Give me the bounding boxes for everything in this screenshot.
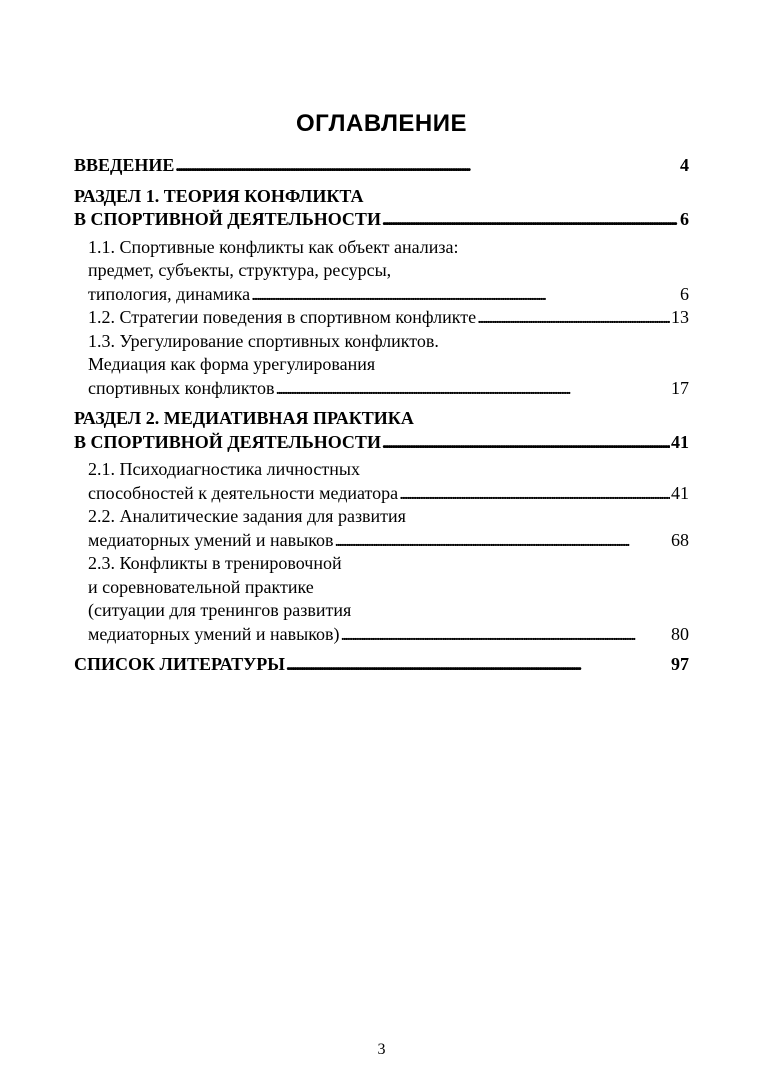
toc-entry-final-line [74, 154, 689, 178]
toc-page-number: 68 [671, 529, 689, 550]
toc-section-entry[interactable] [74, 185, 689, 232]
toc-entry-title: способностей к деятельности медиатора [88, 482, 399, 503]
dot-leader [399, 482, 670, 506]
toc-entry-line: 1.1. Спортивные конфликты как объект анализа: [88, 236, 459, 257]
toc-entry-title: медиаторных умений и навыков [88, 529, 334, 550]
toc-entry-final-line [88, 623, 689, 647]
toc-entry-final-line [88, 529, 689, 553]
toc-page-number: 13 [671, 307, 689, 327]
toc-subsection-entry[interactable] [74, 552, 689, 646]
toc-page-number: 80 [671, 623, 689, 644]
dot-leader [477, 306, 670, 330]
dot-leader [251, 283, 679, 307]
toc-entry-title: 1.2. Стратегии поведения в спортивном конфликте [88, 307, 477, 327]
toc-subsection-entry[interactable] [74, 330, 689, 401]
toc-page-number: 41 [671, 482, 689, 503]
toc-page-number: 97 [671, 654, 689, 674]
toc-entry-line: (ситуации для тренингов развития [88, 600, 352, 620]
toc-entry-line: и соревновательной практике [88, 576, 314, 597]
toc-entry-line: 2.1. Психодиагностика личностных [88, 459, 360, 479]
toc-page-number: 6 [680, 209, 689, 229]
toc-entry-line: 2.3. Конфликты в тренировочной [88, 553, 342, 573]
toc-entry-final-line [74, 653, 689, 677]
toc-section-entry[interactable] [74, 154, 689, 178]
dot-leader [175, 154, 679, 178]
toc-entry-final-line [74, 431, 689, 455]
toc-section-entry[interactable] [74, 407, 689, 454]
toc-page-number: 41 [671, 431, 689, 452]
dot-leader [286, 653, 670, 677]
toc-entry-final-line [88, 482, 689, 506]
toc-entry-line: Медиация как форма урегулирования [88, 354, 376, 374]
toc-entry-title: В СПОРТИВНОЙ ДЕЯТЕЛЬНОСТИ [74, 209, 381, 229]
page-number: 3 [377, 1041, 386, 1058]
toc-entry-final-line [74, 208, 689, 232]
dot-leader [335, 529, 670, 553]
toc-entry-final-line [88, 283, 689, 307]
toc-page-number: 6 [680, 283, 689, 304]
toc-page-number: 4 [680, 155, 689, 175]
toc-entry-final-line [88, 306, 689, 330]
page-title: ОГЛАВЛЕНИЕ [295, 110, 468, 137]
toc-entry-final-line [88, 377, 689, 401]
toc-entry-title: ВВЕДЕНИЕ [74, 155, 175, 175]
toc-subsection-entry[interactable] [74, 236, 689, 307]
toc-section-entry[interactable] [74, 653, 689, 677]
toc-entry-title: В СПОРТИВНОЙ ДЕЯТЕЛЬНОСТИ [74, 431, 381, 452]
toc-subsection-entry[interactable] [74, 505, 689, 552]
toc-entry-title: типология, динамика [88, 283, 251, 304]
toc-entry-line: РАЗДЕЛ 2. МЕДИАТИВНАЯ ПРАКТИКА [74, 408, 414, 428]
table-of-contents [74, 154, 689, 677]
toc-page-number: 17 [671, 377, 689, 398]
toc-entry-line: предмет, субъекты, структура, ресурсы, [88, 260, 392, 280]
toc-subsection-entry[interactable] [74, 458, 689, 505]
toc-entry-title: спортивных конфликтов [88, 377, 275, 398]
dot-leader [276, 377, 670, 401]
toc-entry-line: РАЗДЕЛ 1. ТЕОРИЯ КОНФЛИКТА [74, 185, 364, 206]
toc-entry-title: медиаторных умений и навыков) [88, 623, 340, 644]
dot-leader [382, 431, 670, 455]
toc-subsection-entry[interactable] [74, 306, 689, 330]
toc-entry-line: 2.2. Аналитические задания для развития [88, 506, 406, 526]
dot-leader [341, 623, 670, 647]
dot-leader [382, 208, 679, 232]
toc-entry-title: СПИСОК ЛИТЕРАТУРЫ [74, 654, 285, 674]
toc-entry-line: 1.3. Урегулирование спортивных конфликтов. [88, 330, 439, 351]
